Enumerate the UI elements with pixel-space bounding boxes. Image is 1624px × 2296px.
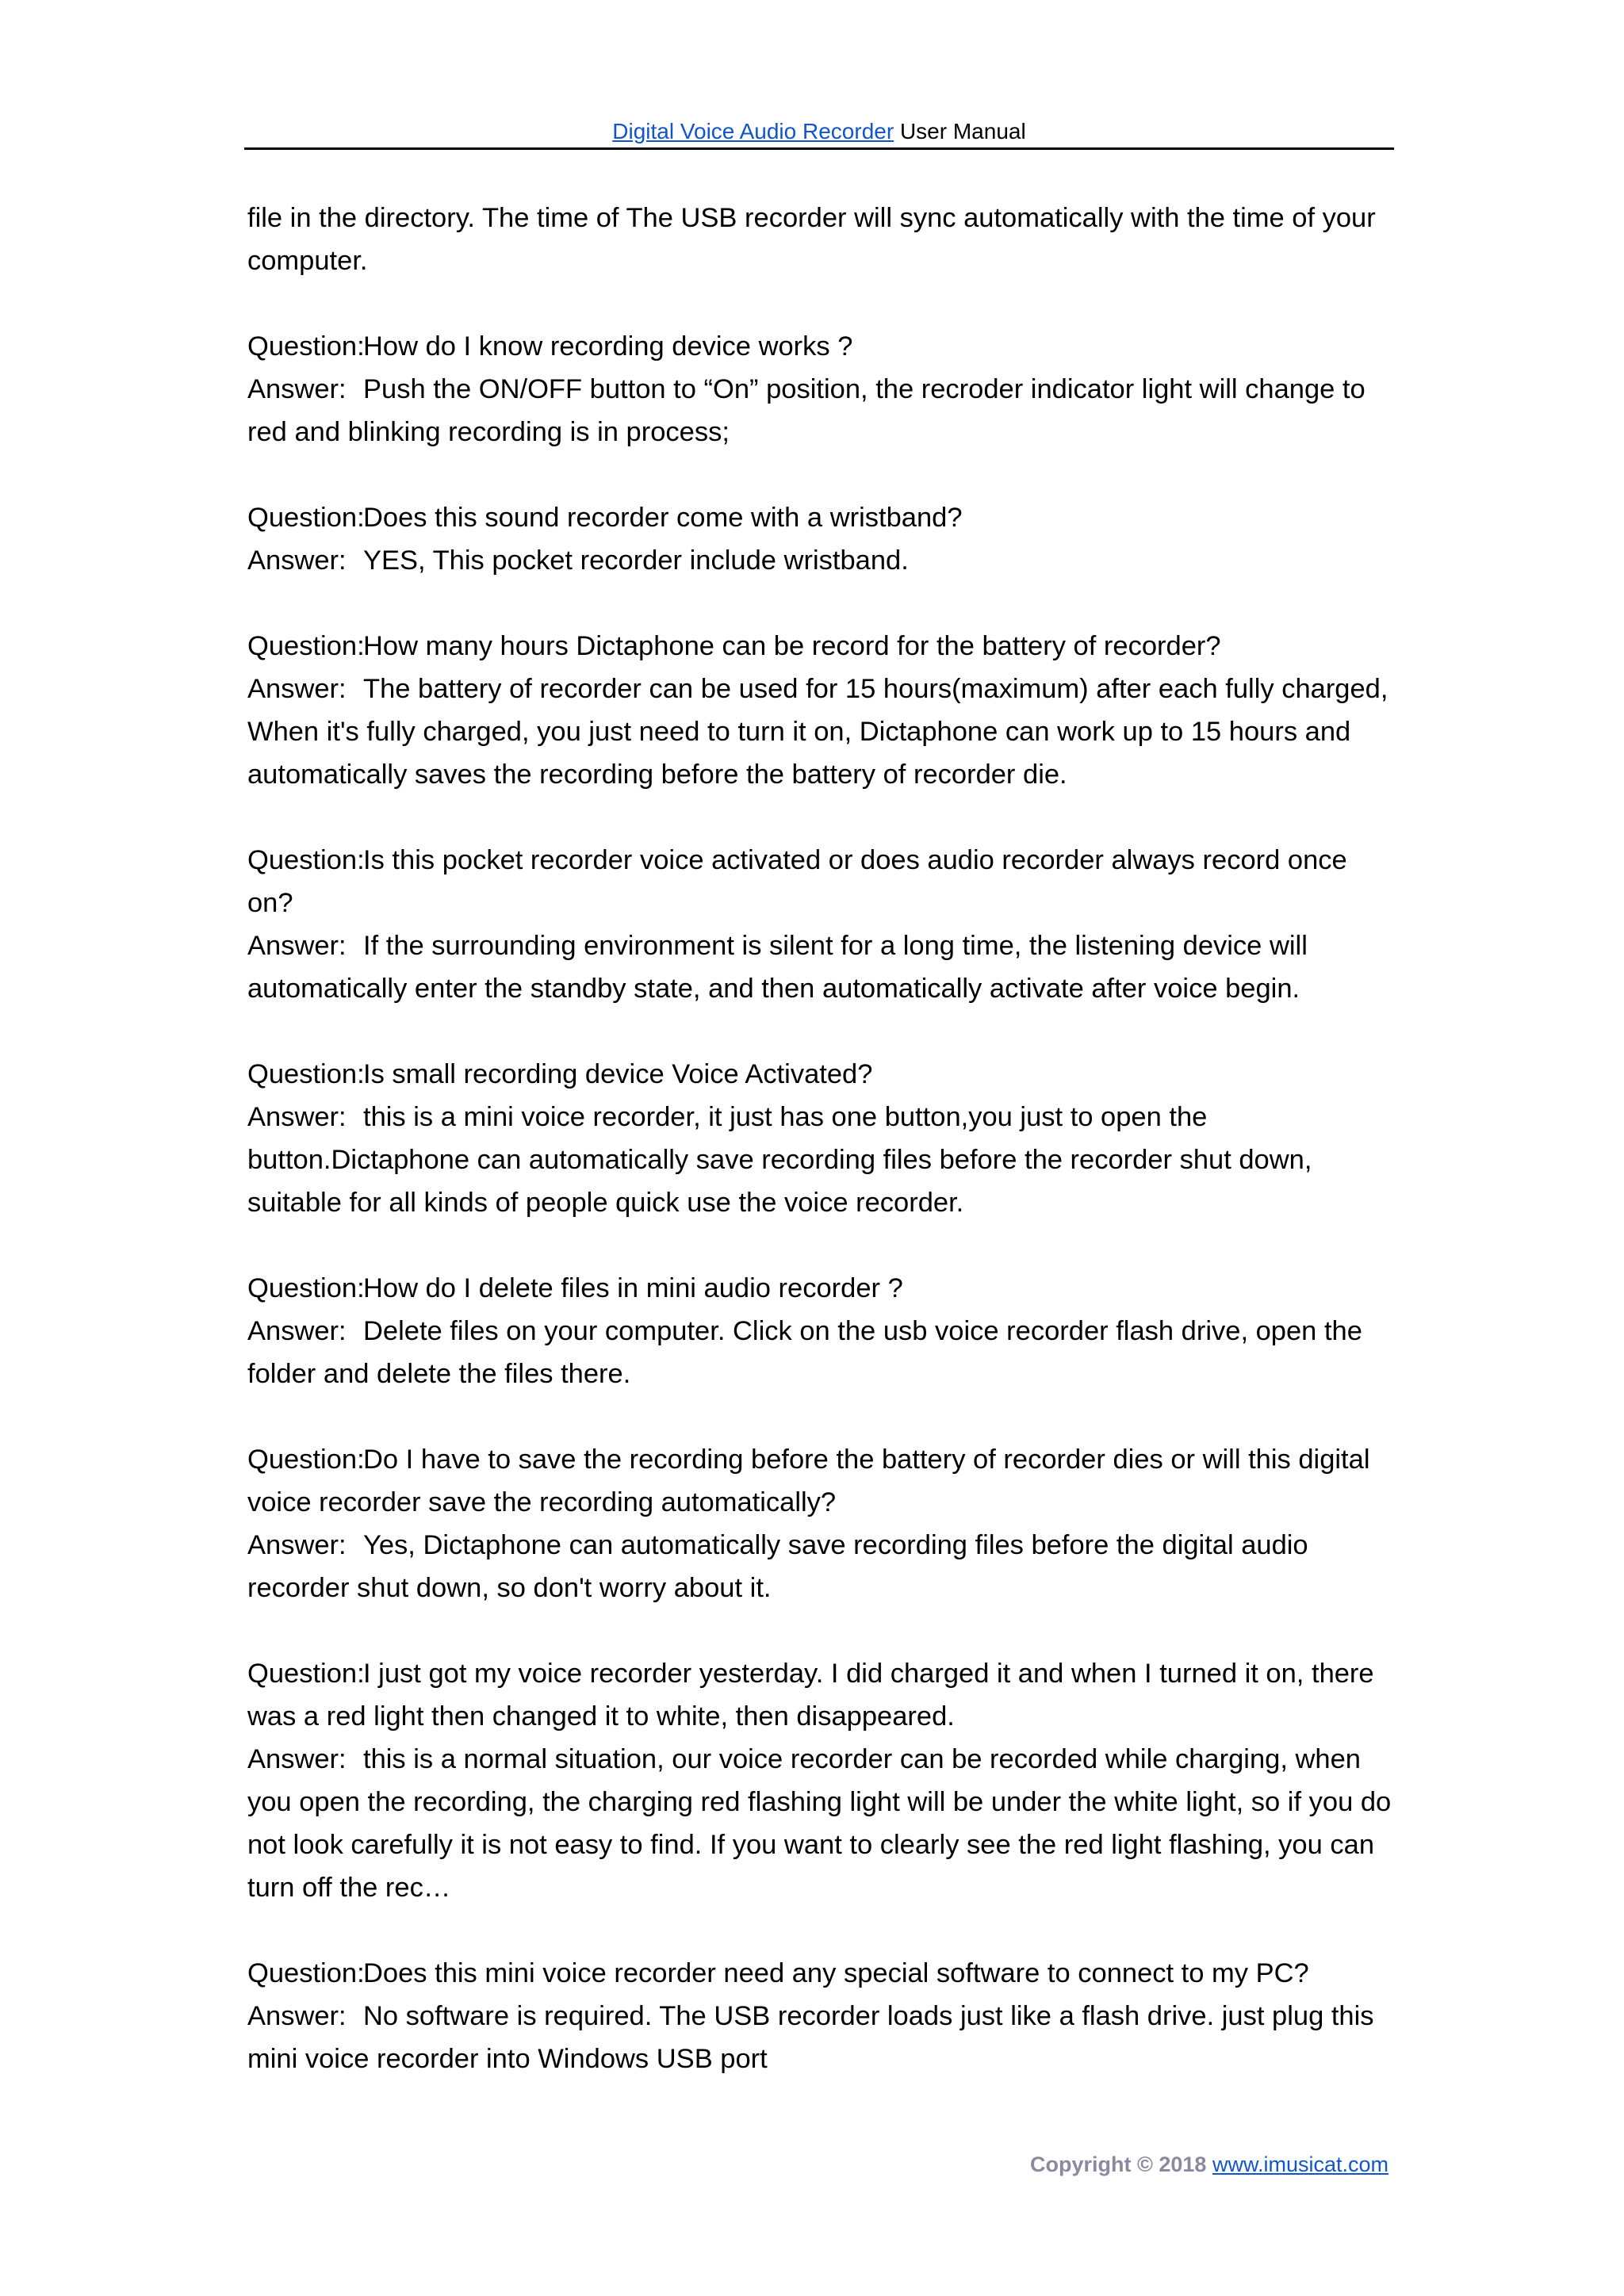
- question-text: Is small recording device Voice Activated?: [363, 1059, 873, 1089]
- answer-line: [247, 1310, 1397, 1395]
- answer-label: Answer:: [247, 1102, 347, 1132]
- answer-line: [247, 1738, 1397, 1909]
- question-label: Question:: [247, 631, 365, 661]
- answer-text: Push the ON/OFF button to “On” position, the recroder indicator light will change to red and blinking recording is in process;: [247, 374, 1365, 447]
- question-label: Question:: [247, 1958, 365, 1988]
- question-line: [247, 1267, 1397, 1310]
- qa-item: [247, 325, 1397, 453]
- qa-item: [247, 1267, 1397, 1395]
- question-label: Question:: [247, 845, 365, 875]
- question-line: [247, 1952, 1397, 1995]
- answer-label: Answer:: [247, 374, 347, 404]
- question-text: How do I delete files in mini audio recorder ?: [363, 1273, 903, 1303]
- answer-line: [247, 924, 1397, 1010]
- document-body: [247, 197, 1397, 2123]
- answer-label: Answer:: [247, 1744, 347, 1774]
- answer-text: If the surrounding environment is silent for a long time, the listening device will automatically enter the standby state, and then automatically activate after voice begin.: [247, 931, 1308, 1004]
- qa-item: [247, 1053, 1397, 1224]
- question-line: [247, 625, 1397, 668]
- question-text: How do I know recording device works ?: [363, 331, 853, 362]
- answer-text: this is a normal situation, our voice recorder can be recorded while charging, when you open the recording, the charging red flashing light will be under the white light, so if you do not look carefully it is not easy to find. If you want to clearly see the red light flashing, you can turn off the rec…: [247, 1744, 1392, 1903]
- answer-line: [247, 539, 1397, 582]
- qa-item: [247, 1652, 1397, 1909]
- question-line: [247, 839, 1397, 924]
- header-link[interactable]: Digital Voice Audio Recorder: [612, 119, 894, 144]
- qa-item: [247, 839, 1397, 1010]
- answer-text: The battery of recorder can be used for 15 hours(maximum) after each fully charged, When it's fully charged, you just need to turn it on, Dictaphone can work up to 15 hours and automatically saves the recording before the battery of recorder die.: [247, 674, 1388, 790]
- qa-item: [247, 1952, 1397, 2080]
- question-line: [247, 325, 1397, 368]
- question-label: Question:: [247, 1059, 365, 1089]
- answer-text: Delete files on your computer. Click on the usb voice recorder flash drive, open the folder and delete the files there.: [247, 1316, 1362, 1389]
- header-suffix: User Manual: [899, 119, 1026, 144]
- answer-line: [247, 1096, 1397, 1224]
- qa-item: [247, 1438, 1397, 1609]
- question-line: [247, 496, 1397, 539]
- question-text: Is this pocket recorder voice activated or does audio recorder always record once on?: [247, 845, 1347, 918]
- answer-line: [247, 1524, 1397, 1609]
- question-text: Does this sound recorder come with a wristband?: [363, 503, 963, 533]
- question-label: Question:: [247, 331, 365, 362]
- page-footer: [1030, 2150, 1388, 2179]
- answer-label: Answer:: [247, 674, 347, 704]
- copyright-text: Copyright © 2018: [1029, 2152, 1207, 2176]
- answer-label: Answer:: [247, 2001, 347, 2031]
- question-line: [247, 1053, 1397, 1096]
- answer-label: Answer:: [247, 1316, 347, 1346]
- answer-text: this is a mini voice recorder, it just has one button,you just to open the button.Dictaphone can automatically save recording files before the recorder shut down, suitable for all kinds of people quick use the voice recorder.: [247, 1102, 1312, 1218]
- answer-text: No software is required. The USB recorder loads just like a flash drive. just plug this mini voice recorder into Windows USB port: [247, 2001, 1374, 2074]
- answer-label: Answer:: [247, 931, 347, 961]
- answer-label: Answer:: [247, 1530, 347, 1560]
- question-line: [247, 1652, 1397, 1738]
- question-text: How many hours Dictaphone can be record for the battery of recorder?: [363, 631, 1221, 661]
- page-header: [244, 117, 1394, 146]
- header-divider: [244, 147, 1394, 150]
- question-label: Question:: [247, 1273, 365, 1303]
- question-label: Question:: [247, 503, 365, 533]
- question-label: Question:: [247, 1445, 365, 1475]
- answer-line: [247, 1995, 1397, 2080]
- question-label: Question:: [247, 1659, 365, 1689]
- qa-item: [247, 625, 1397, 796]
- answer-line: [247, 368, 1397, 453]
- answer-line: [247, 668, 1397, 796]
- answer-text: YES, This pocket recorder include wristband.: [363, 545, 909, 576]
- question-text: Does this mini voice recorder need any special software to connect to my PC?: [363, 1958, 1309, 1988]
- qa-item: [247, 496, 1397, 582]
- question-line: [247, 1438, 1397, 1524]
- question-text: Do I have to save the recording before the battery of recorder dies or will this digital voice recorder save the recording automatically?: [247, 1445, 1370, 1517]
- continuation-paragraph: file in the directory. The time of The USB recorder will sync automatically with the time of your computer.: [247, 203, 1376, 276]
- answer-label: Answer:: [247, 545, 347, 576]
- answer-text: Yes, Dictaphone can automatically save recording files before the digital audio recorder shut down, so don't worry about it.: [247, 1530, 1308, 1603]
- question-text: I just got my voice recorder yesterday. I did charged it and when I turned it on, there was a red light then changed it to white, then disappeared.: [247, 1659, 1374, 1732]
- footer-link[interactable]: www.imusicat.com: [1212, 2152, 1388, 2176]
